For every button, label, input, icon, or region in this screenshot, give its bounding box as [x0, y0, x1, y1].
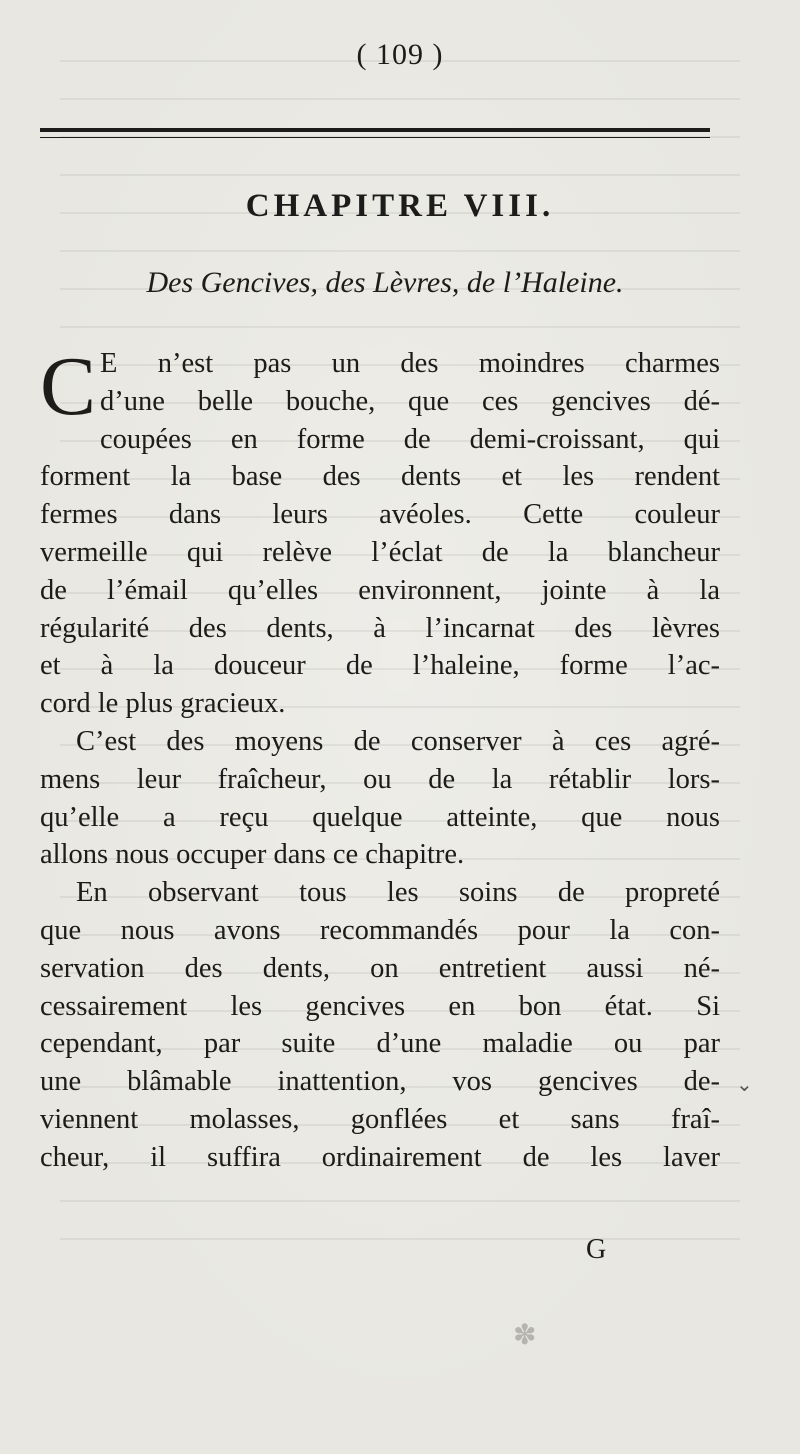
text-line: de l’émail qu’elles environnent, jointe à la [40, 574, 720, 606]
text-line: cessairement les gencives en bon état. Si [40, 990, 720, 1022]
header-rule-thick [40, 128, 710, 132]
text-line: cord le plus gracieux. [40, 688, 286, 720]
body-text [40, 340, 720, 1177]
text-line: C’est des moyens de conserver à ces agré- [76, 725, 720, 757]
header-rule-thin [40, 137, 710, 138]
chapter-title: CHAPITRE VIII. [245, 188, 555, 224]
text-line: fermes dans leurs avéoles. Cette couleur [40, 499, 720, 531]
text-line: mens leur fraîcheur, ou de la rétablir lors- [40, 763, 720, 795]
text-line: E n’est pas un des moindres charmes [100, 348, 720, 379]
text-line: cheur, il suffira ordinairement de les laver [40, 1141, 720, 1173]
text-line: forment la base des dents et les rendent [40, 461, 720, 493]
text-line: d’une belle bouche, que ces gencives dé- [100, 385, 720, 417]
text-line: En observant tous les soins de propreté [76, 877, 720, 909]
page-number: ( 109 ) [356, 38, 444, 71]
margin-mark-icon: ⌄ [736, 1074, 753, 1096]
drop-cap: C [40, 340, 97, 433]
text-line: servation des dents, on entretient aussi né- [40, 952, 720, 984]
signature-mark: G [586, 1234, 607, 1265]
chapter-subtitle: Des Gencives, des Lèvres, de l’Haleine. [146, 266, 624, 299]
text-line: régularité des dents, à l’incarnat des lèvres [40, 612, 720, 644]
text-line: viennent molasses, gonflées et sans fraî- [40, 1103, 720, 1135]
text-line: une blâmable inattention, vos gencives de- [40, 1066, 720, 1098]
text-line: et à la douceur de l’haleine, forme l’ac- [40, 650, 720, 682]
text-line: cependant, par suite d’une maladie ou par [40, 1028, 720, 1060]
text-line: allons nous occuper dans ce chapitre. [40, 839, 465, 871]
text-line: vermeille qui relève l’éclat de la blancheur [40, 536, 720, 568]
ornament-icon: ✽ [513, 1320, 537, 1351]
text-line: qu’elle a reçu quelque atteinte, que nous [40, 801, 720, 833]
text-line: que nous avons recommandés pour la con- [40, 914, 720, 946]
text-line: coupées en forme de demi-croissant, qui [100, 423, 720, 455]
